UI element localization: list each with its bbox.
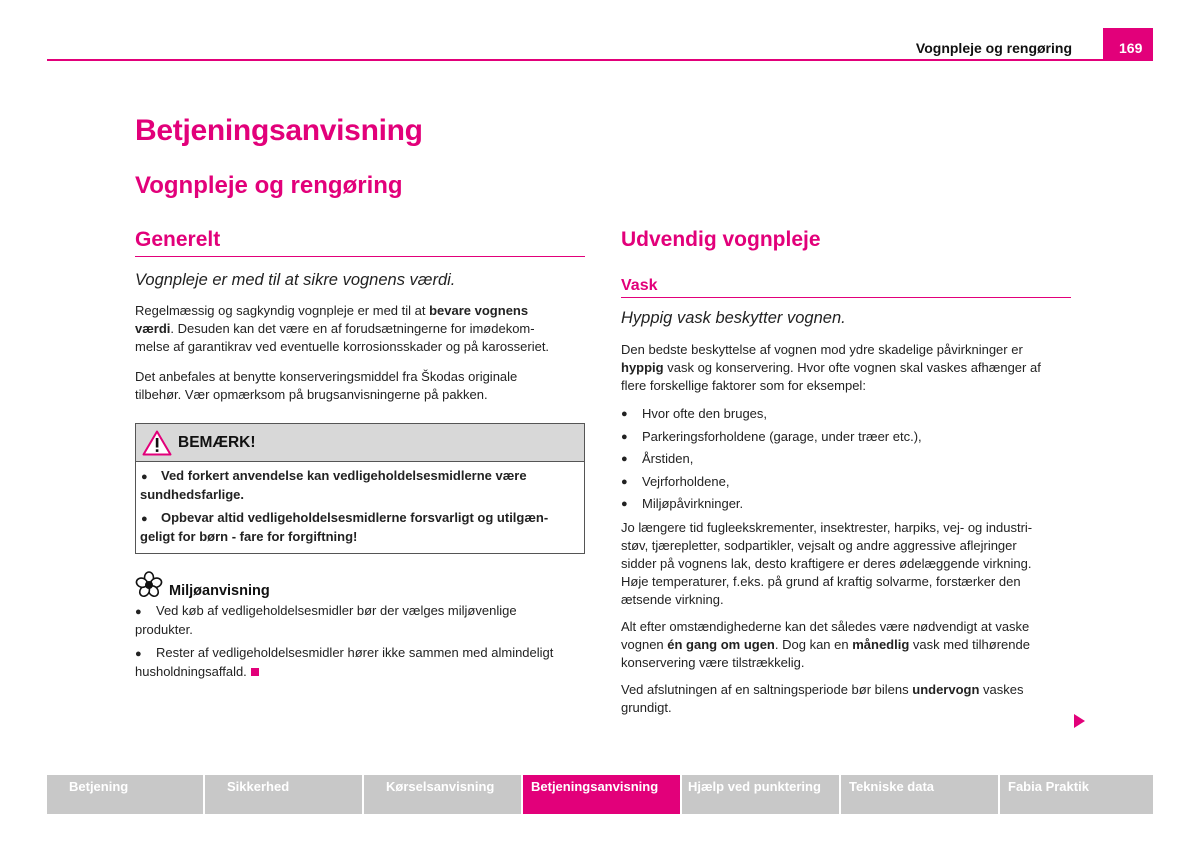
tab-hjaelp-ved-punktering[interactable]: Hjælp ved punktering <box>682 775 839 814</box>
notice-item: ● Opbevar altid vedligeholdelsesmidlerne forsvarligt og utilgæn- geligt for børn - fare for forgiftning! <box>140 510 549 544</box>
environment-item: ● Rester af vedligeholdelsesmidler hører ikke sammen med almindeligt husholdningsaffald. <box>135 645 554 679</box>
section-heading-generelt: Generelt <box>135 228 585 257</box>
bullet-icon: ● <box>135 648 142 660</box>
tab-betjeningsanvisning[interactable]: Betjeningsanvisning <box>523 775 680 814</box>
notice-box <box>135 423 585 554</box>
paragraph: Den bedste beskyttelse af vognen mod ydre skadelige påvirkninger er hyppig vask og konservering. Hvor ofte vognen skal vaskes afhænger af flere forskellige faktorer som for eksempel: <box>621 342 1041 393</box>
tab-tekniske-data[interactable]: Tekniske data <box>841 775 998 814</box>
bullet-icon: ● <box>135 606 142 618</box>
end-of-section-icon <box>251 668 259 676</box>
flower-icon <box>135 571 163 599</box>
right-column <box>621 228 1071 717</box>
environment-note <box>135 571 585 681</box>
environment-title: Miljøanvisning <box>169 583 270 599</box>
bullet-icon: ● <box>141 513 148 525</box>
warning-triangle-icon <box>142 430 172 456</box>
tab-sikkerhed[interactable]: Sikkerhed <box>205 775 362 814</box>
bullet-icon: ● <box>141 471 148 483</box>
list-item: ● Miljøpåvirkninger. <box>621 495 1071 513</box>
subsection-heading-vask: Vask <box>621 277 1071 298</box>
environment-item: ● Ved køb af vedligeholdelsesmidler bør der vælges miljøvenlige produkter. <box>135 603 517 637</box>
page-subtitle: Vognpleje og rengøring <box>135 172 403 199</box>
next-page-arrow-icon[interactable] <box>1074 714 1085 728</box>
page-number: 169 <box>1103 28 1153 61</box>
section-heading-udvendig: Udvendig vognpleje <box>621 228 821 251</box>
lead-text: Vognpleje er med til at sikre vognens værdi. <box>135 271 456 289</box>
paragraph: Alt efter omstændighederne kan det således være nødvendigt at vaske vognen én gang om ugen. Dog kan en månedlig vask med tilhørende konservering være tilstrækkelig. <box>621 619 1030 670</box>
tab-fabia-praktik[interactable]: Fabia Praktik <box>1000 775 1153 814</box>
page-title: Betjeningsanvisning <box>135 114 423 147</box>
left-column <box>135 228 585 681</box>
list-item: ● Parkeringsforholdene (garage, under træer etc.), <box>621 428 1071 446</box>
chapter-tabs <box>47 775 1153 814</box>
list-item: ● Hvor ofte den bruges, <box>621 405 1071 423</box>
tab-betjening[interactable]: Betjening <box>47 775 203 814</box>
list-item: ● Årstiden, <box>621 450 1071 468</box>
header-rule <box>47 59 1153 61</box>
factor-list <box>621 405 1071 513</box>
running-header-title: Vognpleje og rengøring <box>915 40 1072 56</box>
notice-item: ● Ved forkert anvendelse kan vedligeholdelsesmidlerne være sundhedsfarlige. <box>140 468 527 502</box>
lead-text: Hyppig vask beskytter vognen. <box>621 309 846 327</box>
tab-korselsanvisning[interactable]: Kørselsanvisning <box>364 775 521 814</box>
paragraph: Regelmæssig og sagkyndig vognpleje er med til at bevare vognens værdi. Desuden kan det være en af forudsætningerne for imødekom- melse af garantikrav ved eventuelle korrosionsskader og på karosseriet. <box>135 303 550 354</box>
paragraph: Det anbefales at benytte konserveringsmiddel fra Škodas originale tilbehør. Vær opmærksom på brugsanvisningerne på pakken. <box>135 369 518 402</box>
notice-header <box>136 424 584 462</box>
paragraph: Ved afslutningen af en saltningsperiode bør bilens undervogn vaskes grundigt. <box>621 682 1024 715</box>
notice-title: BEMÆRK! <box>178 433 256 451</box>
list-item: ● Vejrforholdene, <box>621 473 1071 491</box>
paragraph: Jo længere tid fugleekskrementer, insektrester, harpiks, vej- og industri- støv, tjærepletter, sodpartikler, vejsalt og andre aggressive aflejringer sidder på vognens lak, desto kraftigere er deres ødelæggende virkning. Høje temperaturer, f.eks. på grund af kraftig solvarme, forstærker den ætsende virkning. <box>621 520 1033 607</box>
